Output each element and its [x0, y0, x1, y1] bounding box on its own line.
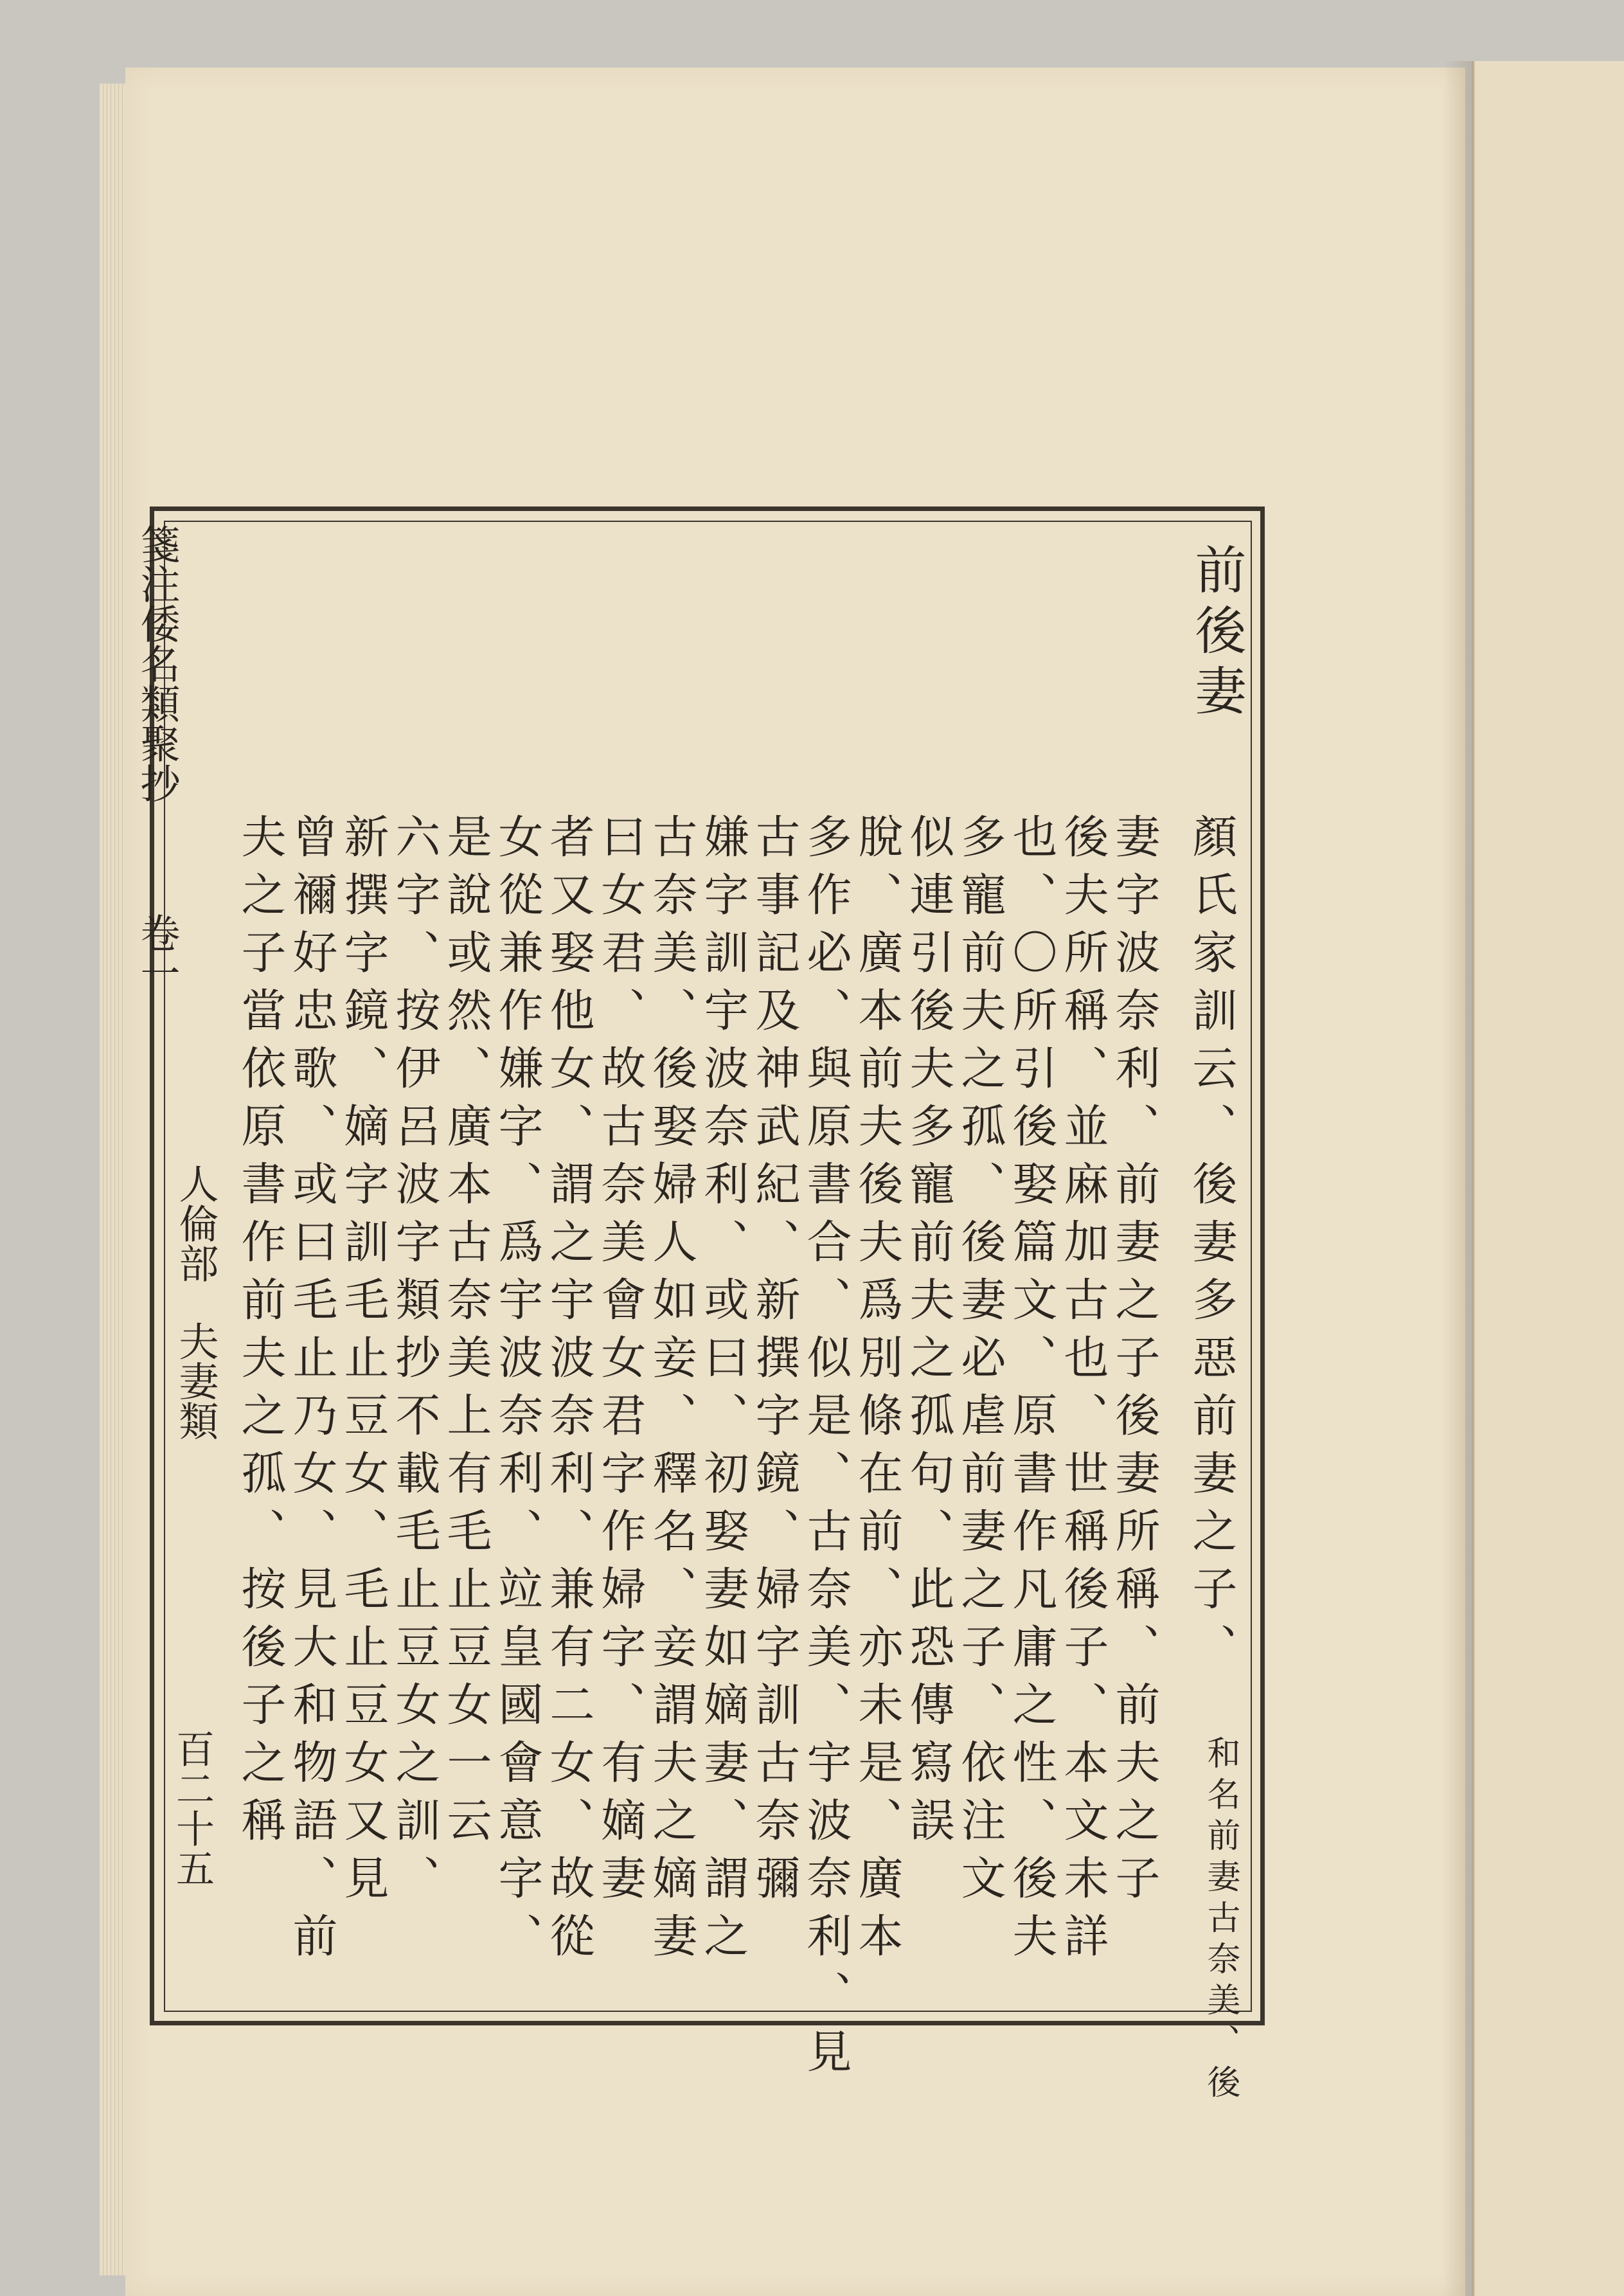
text-column-17: 新撰字鏡、嫡字訓毛止豆女、毛止豆女又見 — [337, 813, 389, 1912]
entry-heading: 前後妻 — [1186, 543, 1246, 724]
text-column-14: 女從兼作嫌字、爲宇波奈利、竝皇國會意字、 — [491, 813, 544, 1970]
text-column-16: 六字、按伊呂波字類抄不載毛止豆女之訓、 — [388, 813, 441, 1912]
text-column-10: 嫌字訓宇波奈利、或曰、初娶妻如嫡妻、謂之 — [697, 813, 749, 1970]
text-column-3: 後夫所稱、並麻加古也、世稱後子、本文未詳 — [1057, 813, 1109, 1970]
text-column-7: 脫、廣本前夫後夫爲別條在前、亦未是、廣本 — [851, 813, 904, 1970]
text-column-15: 是說或然、廣本古奈美上有毛止豆女一云 — [440, 813, 492, 1854]
text-column-18: 曾禰好忠歌、或曰毛止乃女、見大和物語、前 — [285, 813, 338, 1970]
side-note: 和名前妻古奈美、後 — [1201, 1735, 1240, 2106]
text-column-19: 夫之子當依原書作前夫之孤、按後子之稱 — [234, 813, 287, 1854]
text-column-2: 妻字波奈利、前妻之子後妻所稱、前夫之子 — [1108, 813, 1161, 1912]
text-column-8: 多作必、與原書合、似是、古奈美、宇波奈利、見 — [799, 813, 852, 2086]
margin-volume: 卷一 — [134, 913, 181, 992]
margin-book-title: 箋注倭名類聚抄 — [134, 524, 181, 803]
text-column-6: 似連引後夫多寵前夫之孤句、此恐傳寫誤 — [902, 813, 955, 1854]
text-column-12: 曰女君、故古奈美會女君字作婦字、有嫡妻 — [594, 813, 647, 1912]
text-column-1: 顏氏家訓云、後妻多惡前妻之子、 — [1185, 813, 1238, 1681]
text-column-13: 者又娶他女、謂之宇波奈利、兼有二女、故從 — [542, 813, 595, 1970]
text-column-4: 也、〇所引後娶篇文、原書作凡庸之性、後夫 — [1005, 813, 1058, 1970]
page-number: 百二十五 — [170, 1729, 215, 1888]
text-column-11: 古奈美、後娶婦人如妾、釋名、妾謂夫之嫡妻 — [645, 813, 698, 1970]
margin-category: 夫妻類 — [172, 1321, 219, 1440]
text-column-5: 多寵前夫之孤、後妻必虐前妻之子、依注文 — [954, 813, 1006, 1912]
spine-shadow — [1443, 61, 1475, 2296]
text-column-9: 古事記及神武紀、新撰字鏡、婦字訓古奈彌 — [748, 813, 801, 1912]
facing-page — [1472, 61, 1624, 2296]
margin-section: 人倫部 — [172, 1163, 219, 1283]
